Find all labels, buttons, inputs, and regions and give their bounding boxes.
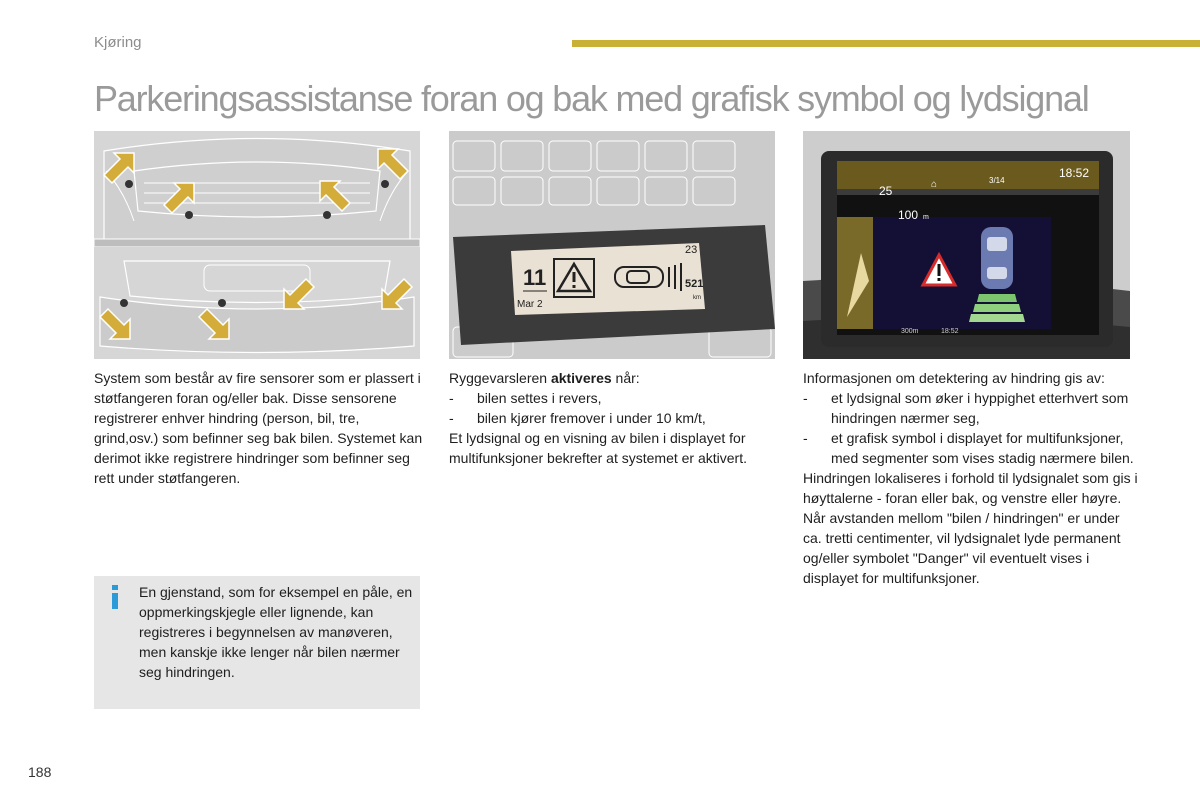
header-accent-bar: [572, 40, 1200, 47]
car-top-view-icon: [981, 227, 1013, 289]
column-activation: [449, 368, 769, 468]
activation-paragraph: Et lydsignal og en visning av bilen i displayet for multifunksjoner bekrefter at systemet er aktivert.: [449, 430, 747, 466]
info-box: [94, 576, 420, 709]
display-day: 11: [523, 265, 547, 290]
screen-nav-distance: 100: [898, 208, 919, 222]
display-temp: 23: [685, 244, 698, 256]
warning-icon: [554, 259, 594, 297]
page-number: 188: [28, 764, 52, 780]
dashboard-display-illustration: [449, 131, 775, 359]
column-sensor-description: [94, 368, 424, 488]
list-item: - et lydsignal som øker i hyppighet etterhvert som hindringen nærmer seg,: [803, 390, 1129, 426]
activation-intro: Ryggevarsleren aktiveres når:: [449, 370, 640, 386]
info-text: En gjenstand, som for eksempel en påle, en oppmerkingskjegle eller lignende, kan registreres i begynnelsen av manøveren, men kanskje ikke lenger når bilen nærmer seg hindringen.: [139, 584, 413, 680]
activation-bold: aktiveres: [550, 370, 612, 386]
display-distance: 521: [685, 278, 704, 290]
screen-track: 3/14: [989, 176, 1005, 185]
detection-list: [803, 388, 1138, 468]
screen-bottom-distance: 300m: [901, 328, 919, 335]
sensor-paragraph: System som består av fire sensorer som er plassert i støtfangeren foran og/eller bak. Disse sensorene registrerer enhver hindring (person, bil, tre, grind,osv.) som befinner seg bak bilen. Systemet kan derimot ikke registrere hindringer som befinner seg rett under støtfangeren.: [94, 370, 423, 486]
screen-nav-unit: m: [923, 214, 929, 221]
section-label: Kjøring: [94, 34, 142, 51]
detection-intro: Informasjonen om detektering av hindring gis av:: [803, 370, 1105, 386]
sensor-location-illustration: [94, 131, 420, 359]
detection-paragraph-1: Hindringen lokaliseres i forhold til lydsignalet som gis i høyttalerne - foran eller bak, og venstre eller høyre.: [803, 470, 1138, 506]
page-title: Parkeringsassistanse foran og bak med grafisk symbol og lydsignal: [94, 78, 1089, 119]
display-unit: km: [693, 295, 701, 301]
screen-temp: 25: [879, 184, 893, 198]
list-item: - et grafisk symbol i displayet for multifunksjoner, med segmenter som vises stadig nærmere bilen.: [803, 430, 1134, 466]
column-detection-info: [803, 368, 1138, 588]
multifunction-screen-illustration: [803, 131, 1130, 359]
list-item: - bilen kjører fremover i under 10 km/t,: [449, 410, 706, 426]
display-date: Mar 2: [517, 299, 543, 310]
screen-time: 18:52: [1059, 166, 1090, 180]
list-item: - bilen settes i revers,: [449, 390, 602, 406]
svg-text:⌂: ⌂: [931, 179, 938, 190]
info-icon: [110, 585, 120, 611]
detection-paragraph-2: Når avstanden mellom "bilen / hindringen" er under ca. tretti centimenter, vil lydsignalet lyde permanent og/eller symbolet "Danger" vil eventuelt vises i displayet for multifunksjoner.: [803, 510, 1121, 586]
activation-list: [449, 388, 769, 428]
screen-bottom-time: 18:52: [941, 328, 959, 335]
